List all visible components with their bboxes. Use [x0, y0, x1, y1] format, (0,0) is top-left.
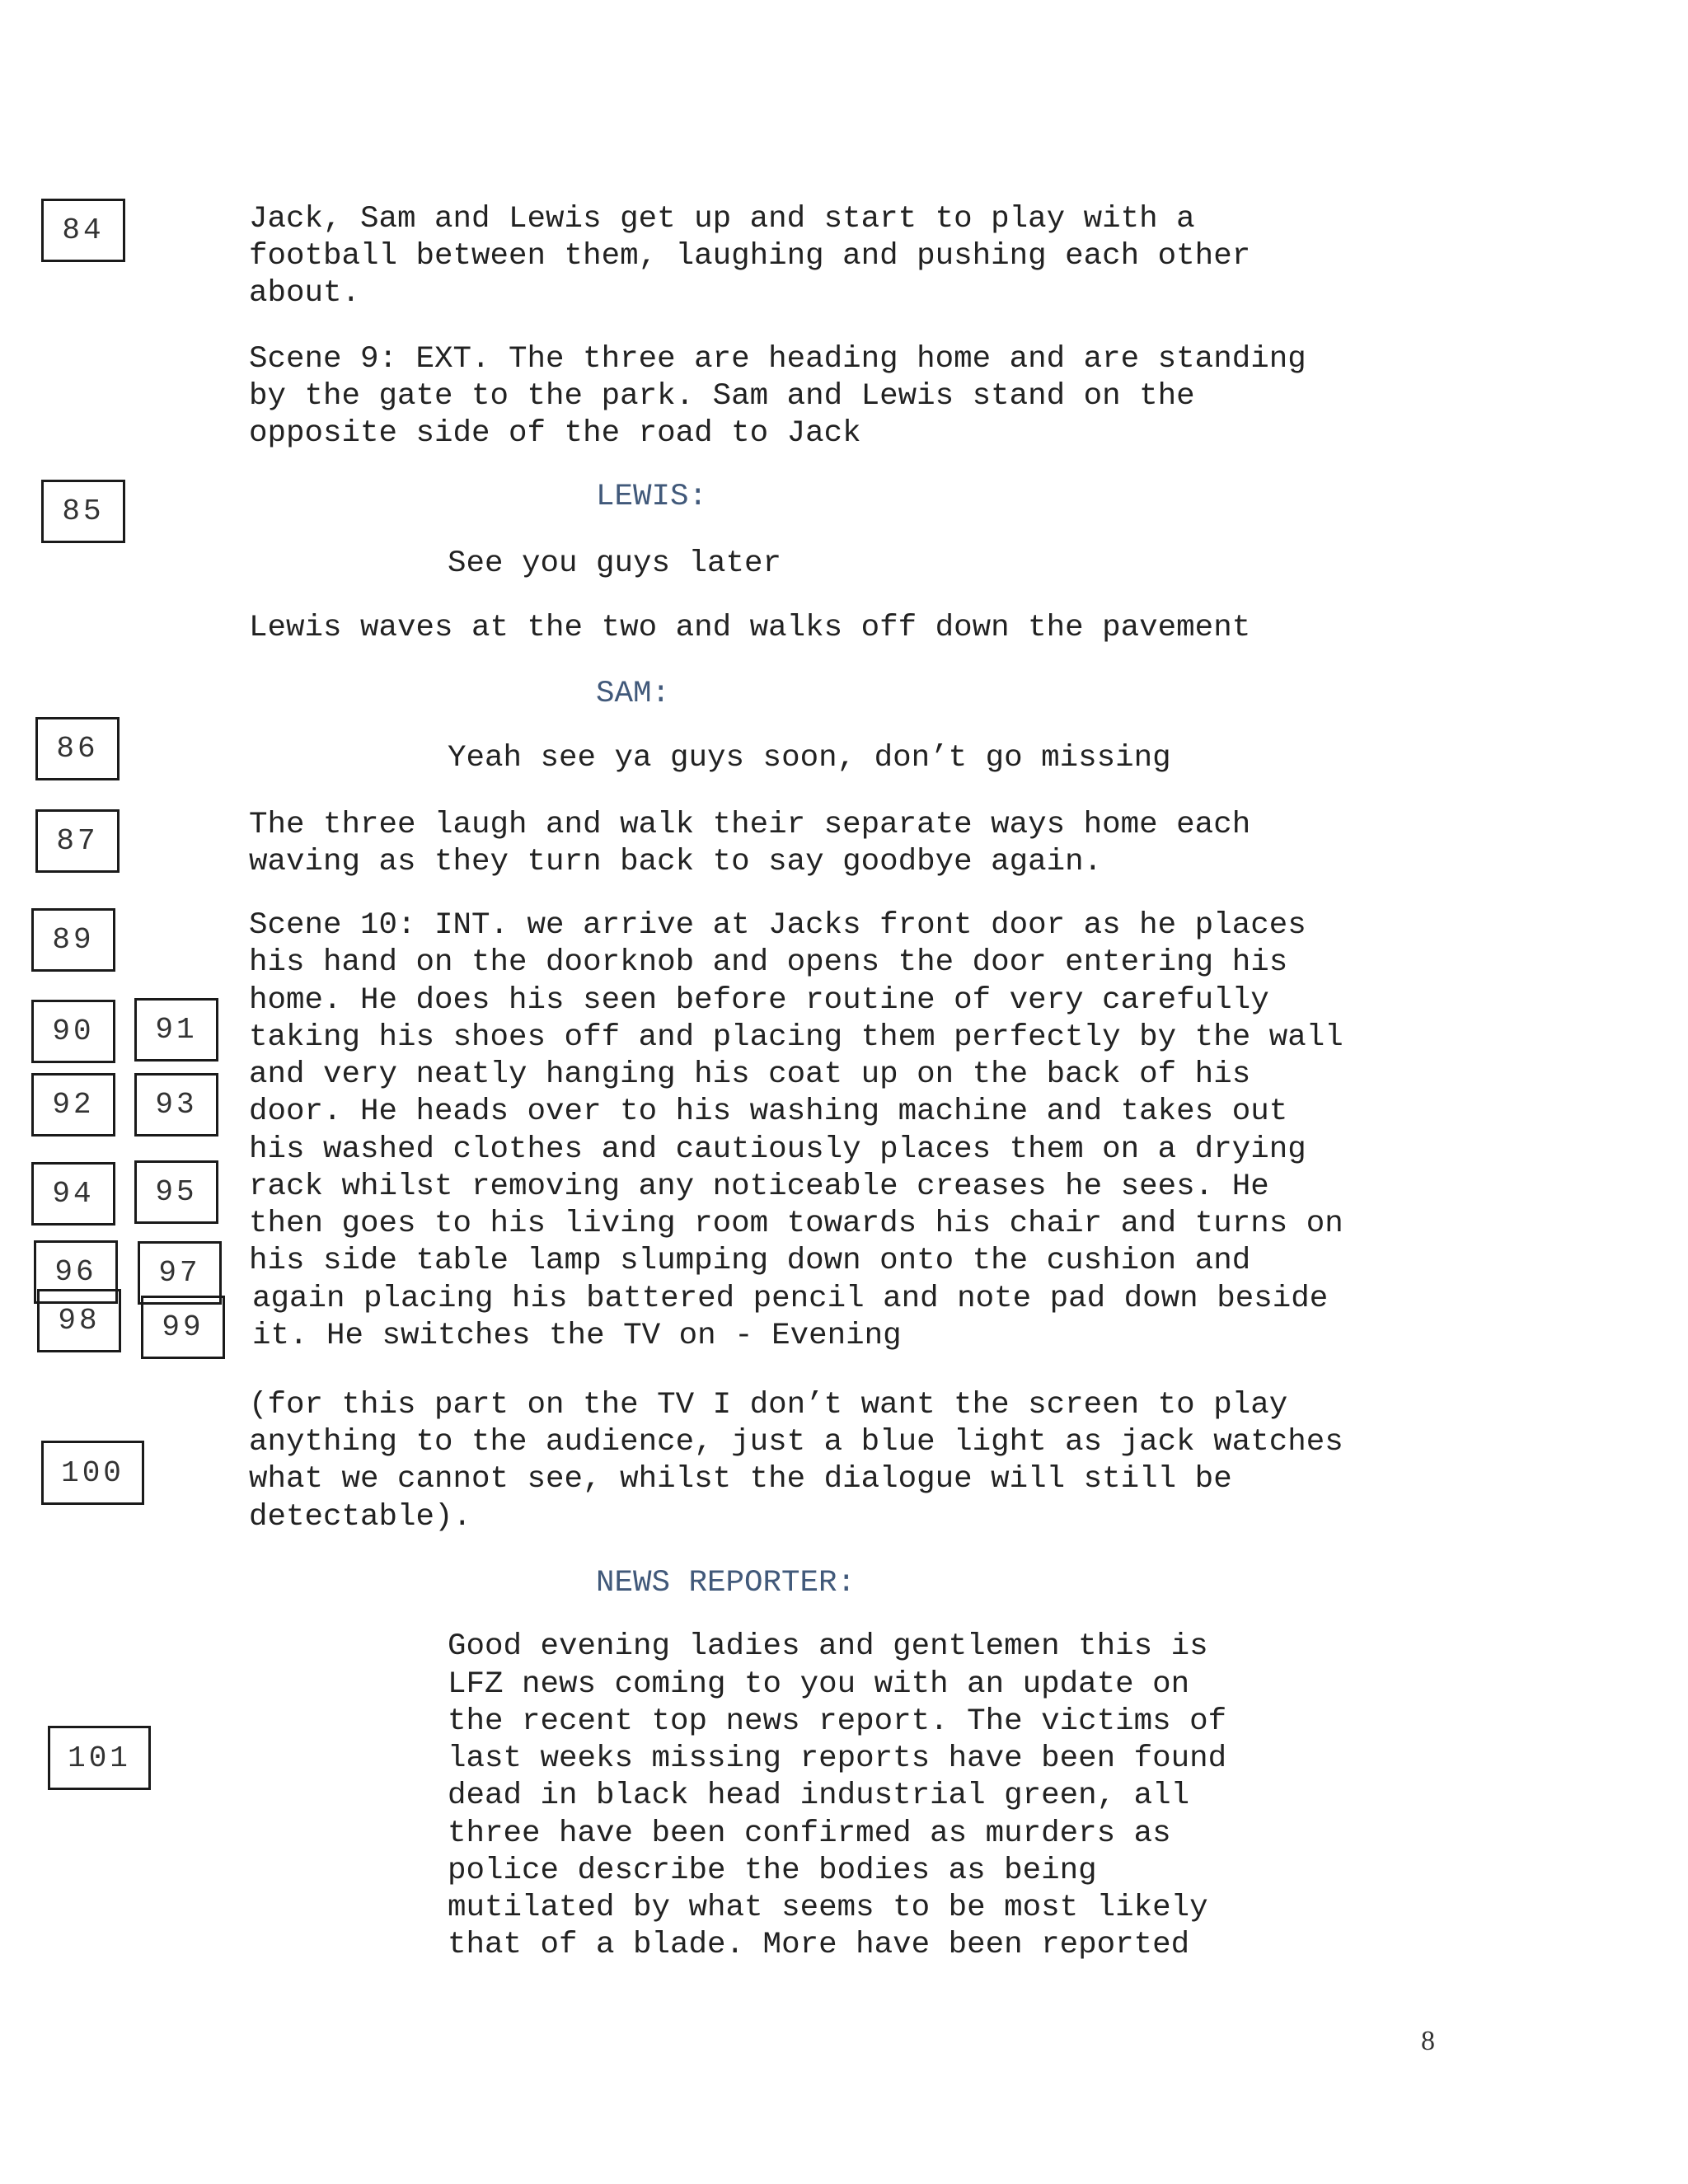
action-line: Scene 9: EXT. The three are heading home and are standing: [249, 342, 1306, 377]
action-line: waving as they turn back to say goodbye again.: [249, 845, 1103, 879]
dialogue-line: Yeah see ya guys soon, don’t go missing: [448, 741, 1171, 776]
action-line: home. He does his seen before routine of very carefully: [249, 983, 1269, 1018]
character-name: NEWS REPORTER:: [596, 1566, 856, 1601]
shot-number-box: 93: [134, 1073, 218, 1137]
action-line: anything to the audience, just a blue light as jack watches: [249, 1425, 1343, 1460]
dialogue-line: mutilated by what seems to be most likely: [448, 1891, 1208, 1925]
shot-number-box: 87: [35, 809, 120, 873]
dialogue-line: See you guys later: [448, 546, 782, 581]
shot-number-box: 96: [34, 1240, 118, 1304]
shot-number-box: 84: [41, 199, 125, 262]
action-line: door. He heads over to his washing machine and takes out: [249, 1094, 1288, 1129]
action-line: about.: [249, 276, 361, 311]
action-line: by the gate to the park. Sam and Lewis stand on the: [249, 379, 1195, 414]
shot-number-box: 101: [48, 1726, 151, 1790]
action-line: his hand on the doorknob and opens the door entering his: [249, 945, 1288, 980]
shot-number-box: 89: [31, 908, 115, 972]
action-line: Jack, Sam and Lewis get up and start to play with a: [249, 202, 1195, 237]
dialogue-line: police describe the bodies as being: [448, 1854, 1097, 1888]
action-line: opposite side of the road to Jack: [249, 416, 861, 451]
action-line: (for this part on the TV I don’t want the screen to play: [249, 1388, 1288, 1422]
action-line: again placing his battered pencil and note pad down beside: [252, 1282, 1329, 1316]
shot-number-box: 97: [138, 1241, 222, 1305]
action-line: what we cannot see, whilst the dialogue will still be: [249, 1462, 1232, 1497]
shot-number-box: 94: [31, 1162, 115, 1226]
shot-number-box: 100: [41, 1441, 144, 1505]
dialogue-line: that of a blade. More have been reported: [448, 1928, 1190, 1962]
shot-number-box: 98: [37, 1289, 121, 1352]
action-line: his side table lamp slumping down onto the cushion and: [249, 1244, 1251, 1278]
dialogue-line: last weeks missing reports have been found: [448, 1741, 1227, 1776]
character-name: LEWIS:: [596, 480, 708, 514]
shot-number-box: 95: [134, 1160, 218, 1224]
action-line: football between them, laughing and pushing each other: [249, 239, 1251, 274]
dialogue-line: the recent top news report. The victims of: [448, 1704, 1227, 1739]
action-line: The three laugh and walk their separate ways home each: [249, 808, 1251, 842]
action-line: taking his shoes off and placing them perfectly by the wall: [249, 1020, 1343, 1055]
character-name: SAM:: [596, 677, 671, 711]
dialogue-line: LFZ news coming to you with an update on: [448, 1667, 1190, 1702]
page-number: 8: [1421, 2026, 1435, 2056]
action-line: his washed clothes and cautiously places them on a drying: [249, 1132, 1306, 1167]
action-line: and very neatly hanging his coat up on the back of his: [249, 1057, 1251, 1092]
dialogue-line: three have been confirmed as murders as: [448, 1816, 1171, 1851]
shot-number-box: 90: [31, 1000, 115, 1063]
action-line: it. He switches the TV on - Evening: [252, 1319, 902, 1353]
shot-number-box: 99: [141, 1296, 225, 1359]
action-line: then goes to his living room towards his chair and turns on: [249, 1207, 1343, 1241]
dialogue-line: dead in black head industrial green, all: [448, 1779, 1190, 1813]
shot-number-box: 85: [41, 480, 125, 543]
shot-number-box: 92: [31, 1073, 115, 1137]
action-line: rack whilst removing any noticeable creases he sees. He: [249, 1169, 1269, 1204]
dialogue-line: Good evening ladies and gentlemen this is: [448, 1629, 1208, 1664]
action-line: Lewis waves at the two and walks off down the pavement: [249, 611, 1251, 645]
action-line: Scene 10: INT. we arrive at Jacks front door as he places: [249, 908, 1306, 943]
shot-number-box: 91: [134, 998, 218, 1062]
action-line: detectable).: [249, 1500, 472, 1535]
shot-number-box: 86: [35, 717, 120, 780]
